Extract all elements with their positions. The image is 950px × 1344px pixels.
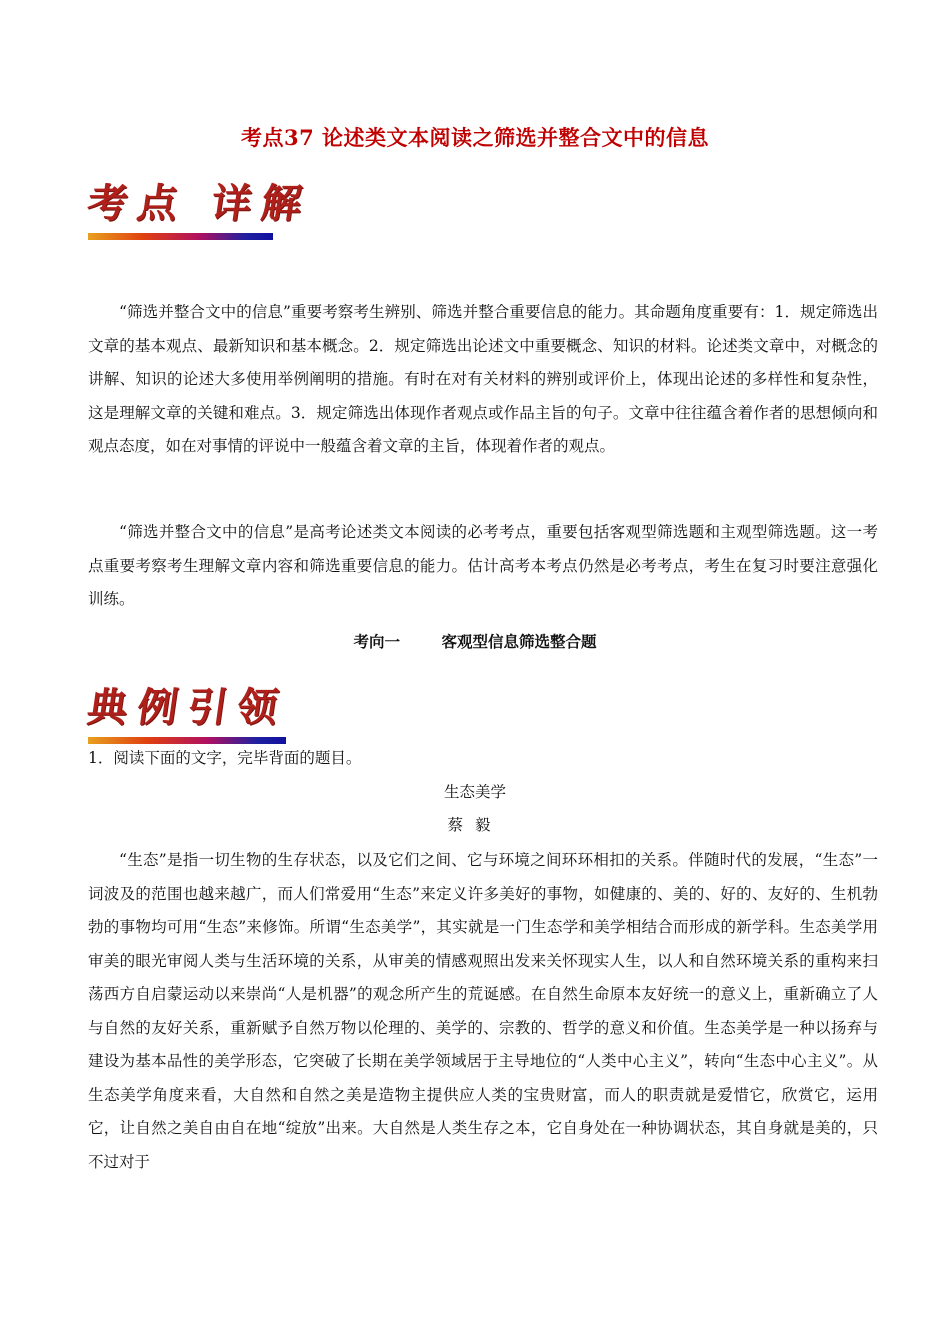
section-heading-text: 客观型信息筛选整合题	[441, 632, 597, 651]
page-title: 考点37 论述类文本阅读之筛选并整合文中的信息	[240, 125, 710, 150]
essay-body: “生态”是指一切生物的生存状态，以及它们之间、它与环境之间环环相扣的关系。伴随时代的发展，“生态”一词波及的范围也越来越广，而人们常爱用“生态”来定义许多美好的事物，如健康的、美的、好的、友好的、生机勃勃的事物均可用“生态”来修饰。所谓“生态美学”，其实就是一门生态学和美学相结合而形成的新学科。生态美学用审美的眼光审阅人类与生活环境的关系，从审美的情感观照出发来关怀现实人生，以人和自然环境关系的重构来扫荡西方自启蒙运动以来崇尚“人是机器”的观念所产生的荒诞感。在自然生命原本友好统一的意义上，重新确立了人与自然的友好关系，重新赋予自然万物以伦理的、美学的、宗教的、哲学的意义和价值。生态美学是一种以扬弃与建设为基本品性的美学形态，它突破了长期在美学领域居于主导地位的“人类中心主义”，转向“生态中心主义”。从生态美学角度来看，大自然和自然之美是造物主提供应人类的宝贵财富，而人的职责就是爱惜它，欣赏它，运用它，让自然之美自由自在地“绽放”出来。大自然是人类生存之本，它自身处在一种协调状态，其自身就是美的，只不过对于	[88, 851, 878, 1171]
banner-kaodian-xiangjie	[84, 172, 315, 240]
banner-text: 考点 详解	[84, 180, 315, 227]
banner-dianli-yinling	[84, 676, 291, 744]
banner-text: 典例引领	[84, 684, 291, 731]
banner-gradient-bar	[88, 233, 273, 240]
section-heading	[0, 630, 950, 652]
intro-paragraph-2: “筛选并整合文中的信息”是高考论述类文本阅读的必考考点，重要包括客观型筛选题和主观型筛选题。这一考点重要考察考生理解文章内容和筛选重要信息的能力。估计高考本考点仍然是必考考点，考生在复习时要注意强化训练。	[88, 523, 878, 608]
essay-title: 生态美学	[443, 783, 506, 801]
question-1-prompt: 1．阅读下面的文字，完毕背面的题目。	[88, 749, 362, 767]
essay-author: 蔡毅	[447, 816, 503, 834]
intro-paragraph-1: “筛选并整合文中的信息”重要考察考生辨别、筛选并整合重要信息的能力。其命题角度重要有：1．规定筛选出文章的基本观点、最新知识和基本概念。2．规定筛选出论述文中重要概念、知识的材料。论述类文章中，对概念的讲解、知识的论述大多使用举例阐明的措施。有时在对有关材料的辨别或评价上，体现出论述的多样性和复杂性，这是理解文章的关键和难点。3．规定筛选出体现作者观点或作品主旨的句子。文章中往往蕴含着作者的思想倾向和观点态度，如在对事情的评说中一般蕴含着文章的主旨，体现着作者的观点。	[88, 303, 878, 455]
section-heading-label: 考向一	[353, 632, 401, 651]
